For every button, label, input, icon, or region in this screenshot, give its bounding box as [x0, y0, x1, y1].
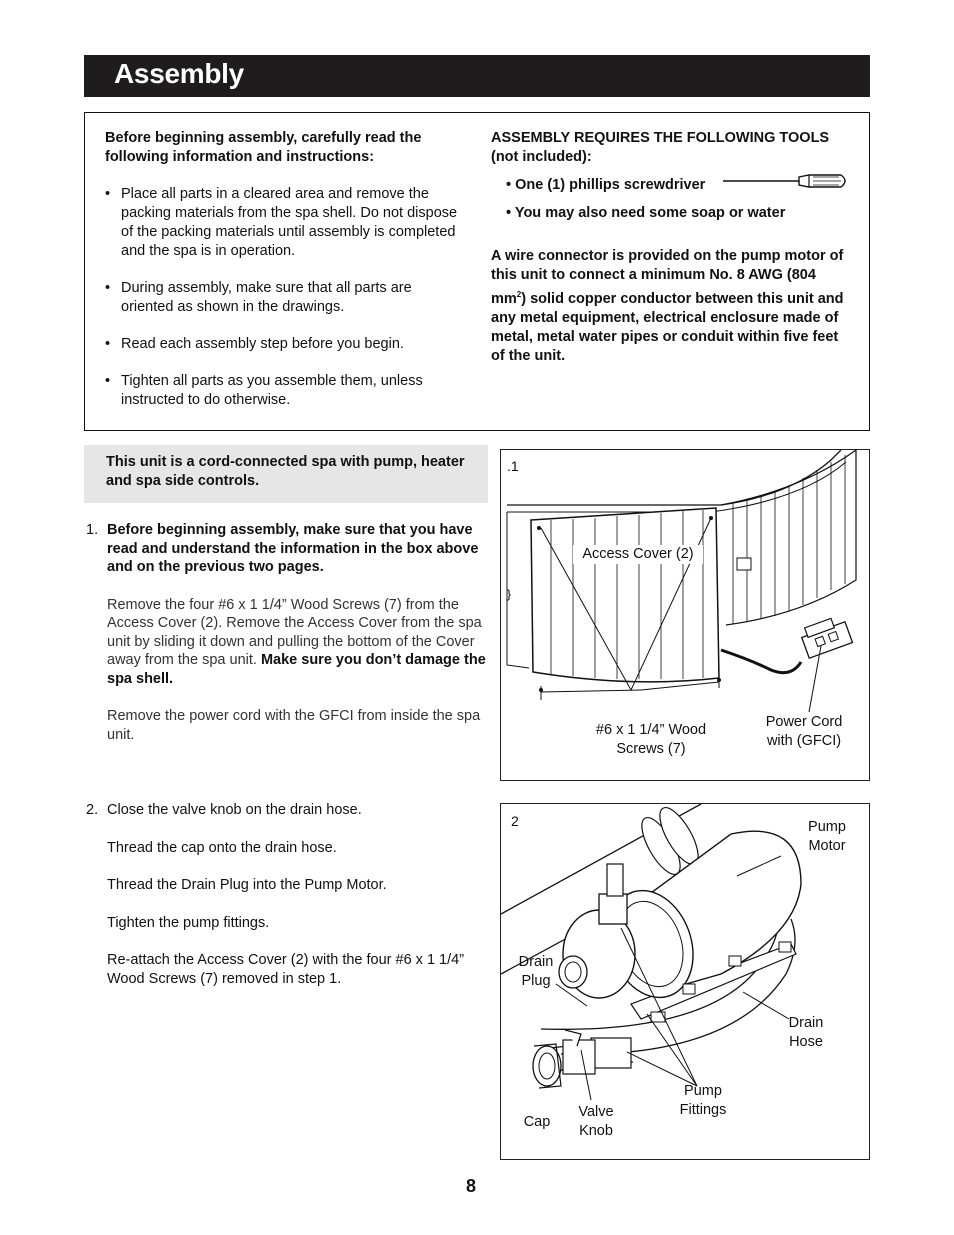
instructions-right-column [491, 129, 851, 366]
figure-1 [500, 449, 870, 781]
screwdriver-icon [721, 170, 851, 192]
step-2-line: Re-attach the Access Cover (2) with the four #6 x 1 1/4” Wood Screws (7) removed in step 1. [107, 952, 465, 987]
step-1-heading: Before beginning assembly, make sure that you have read and understand the information in the box above and on the previous two pages. [107, 522, 479, 575]
list-item: • During assembly, make sure that all parts are oriented as shown in the drawings. [105, 280, 412, 315]
wire-connector-note: A wire connector is provided on the pump motor of this unit to connect a minimum No. 8 AWG (804 $mm^2$) solid copper conductor between this unit and any metal equipment, electrical enclosure made of metal, metal water pipes or conduit within five feet of the unit. [491, 248, 844, 364]
label-drain-plug: Drain Plug [518, 954, 554, 989]
list-item: • Read each assembly step before you begin. [105, 336, 404, 352]
label-wood-screws: #6 x 1 1/4” Wood Screws (7) [595, 722, 707, 757]
step-2-line: Close the valve knob on the drain hose. [107, 802, 362, 818]
step-2-line: Tighten the pump fittings. [107, 914, 270, 931]
step-2 [86, 801, 486, 1007]
tools-heading: ASSEMBLY REQUIRES THE FOLLOWING TOOLS (not included): [491, 130, 830, 165]
step-number: 1. [86, 522, 99, 538]
step-1-paragraph-2: Remove the power cord with the GFCI from inside the spa unit. [107, 708, 481, 743]
intro-text: Before beginning assembly, carefully read the following information and instructions: [105, 130, 422, 165]
step-1-paragraph: Remove the four #6 x 1 1/4” Wood Screws (7) from the Access Cover (2). Remove the Access Cover from the spa unit by sliding it down and pulling the bottom of the Cover away from the spa unit. Make sure you don’t damage the spa shell. [107, 596, 486, 687]
instruction-list [105, 185, 465, 410]
step-2-line: Thread the Drain Plug into the Pump Motor. [107, 877, 387, 893]
tool-item-soap: • You may also need some soap or water [506, 205, 786, 221]
step-number: 2. [86, 802, 99, 818]
section-title-bar [84, 55, 870, 97]
label-cap: Cap [523, 1114, 551, 1130]
list-item: • Tighten all parts as you assemble them, unless instructed to do otherwise. [105, 373, 423, 408]
label-valve-knob: Valve Knob [578, 1104, 614, 1139]
step-1 [86, 521, 486, 763]
list-item: • Place all parts in a cleared area and remove the packing materials from the spa shell. Do not dispose of the packing materials until assembly is completed and the spa is in operation. [105, 186, 458, 259]
instructions-box [84, 112, 870, 431]
label-power-cord: Power Cord with (GFCI) [765, 714, 843, 749]
page-number: 8 [466, 1176, 477, 1196]
svg-text:}: } [507, 587, 512, 601]
step-2-line: Thread the cap onto the drain hose. [107, 839, 337, 856]
label-drain-hose: Drain Hose [788, 1015, 824, 1050]
label-pump-motor: Pump Motor [808, 819, 846, 854]
figure-number: 2 [511, 813, 519, 829]
figure-number: .1 [507, 458, 519, 474]
cord-connected-note: This unit is a cord-connected spa with pump, heater and spa side controls. [84, 445, 488, 503]
page-title: Assembly [114, 58, 244, 89]
label-pump-fittings: Pump Fittings [679, 1083, 727, 1118]
label-access-cover: Access Cover (2) [573, 545, 703, 564]
instructions-left-column [105, 129, 465, 428]
tool-item-screwdriver: • One (1) phillips screwdriver [491, 176, 851, 195]
figure-2 [500, 803, 870, 1160]
